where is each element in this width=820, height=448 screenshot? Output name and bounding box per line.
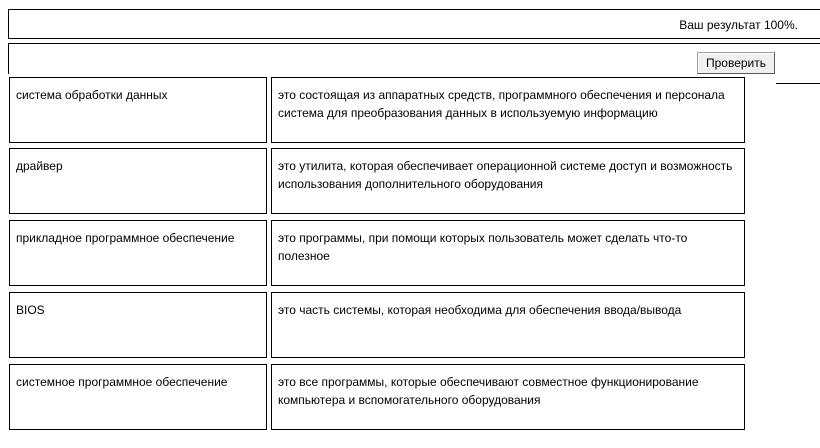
term-cell[interactable]: драйвер <box>9 148 267 214</box>
definition-cell: это утилита, которая обеспечивает операционной системе доступ и возможность использования дополнительного оборудования <box>271 148 745 214</box>
result-text: Ваш результат 100%. <box>679 18 798 32</box>
result-bar <box>8 9 820 39</box>
term-cell[interactable]: система обработки данных <box>9 77 267 143</box>
definition-cell: это часть системы, которая необходима для обеспечения ввода/вывода <box>271 292 745 358</box>
toolbar-divider <box>776 83 820 84</box>
term-cell[interactable]: прикладное программное обеспечение <box>9 220 267 286</box>
term-cell[interactable]: BIOS <box>9 292 267 358</box>
definition-cell: это все программы, которые обеспечивают совместное функционирование компьютера и вспомогательного оборудования <box>271 364 745 430</box>
definition-cell: это состоящая из аппаратных средств, программного обеспечения и персонала система для преобразования данных в используемую информацию <box>271 77 745 143</box>
definition-cell: это программы, при помощи которых пользователь может сделать что-то полезное <box>271 220 745 286</box>
term-cell[interactable]: системное программное обеспечение <box>9 364 267 430</box>
check-button[interactable]: Проверить <box>697 52 775 74</box>
